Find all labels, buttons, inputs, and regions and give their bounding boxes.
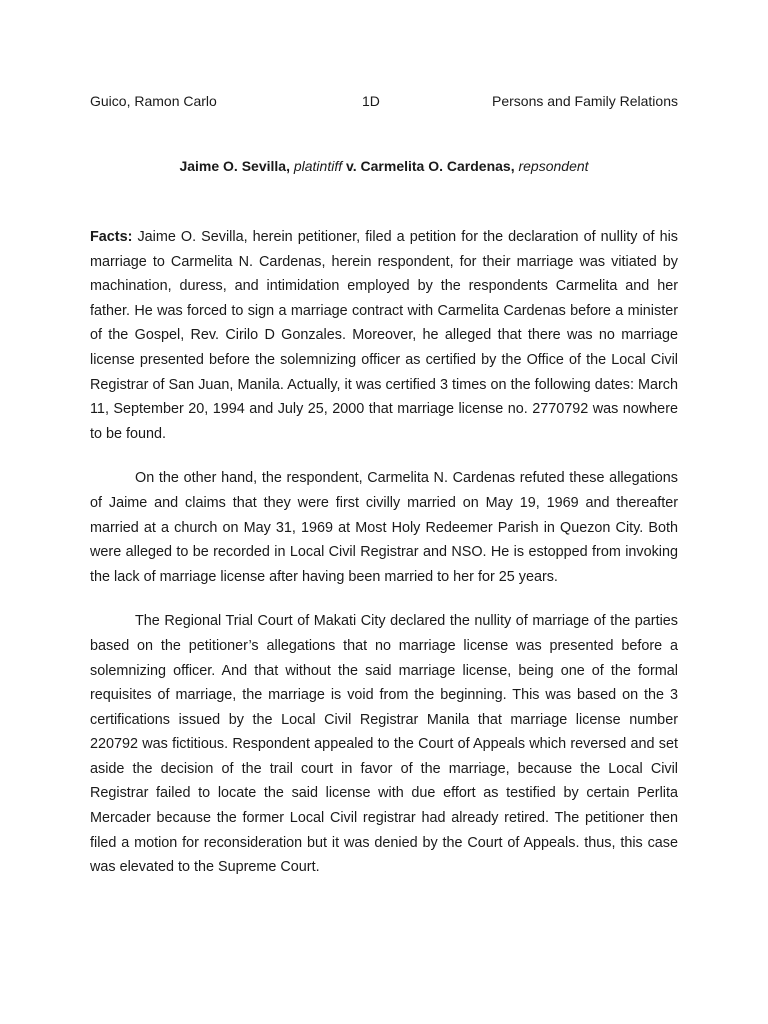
respondent-name: Carmelita O. Cardenas, [360, 158, 515, 174]
facts-label: Facts: [90, 229, 133, 245]
student-name: Guico, Ramon Carlo [90, 93, 217, 109]
petitioner-name: Jaime O. Sevilla, [179, 158, 290, 174]
respondent-role: repsondent [518, 158, 589, 174]
section-label: 1D [362, 93, 380, 109]
versus-label: v. [346, 158, 357, 174]
court-proceedings-paragraph: The Regional Trial Court of Makati City declared the nullity of marriage of the parties based on the petitioner’s allegations that no marriage license was presented before a solemnizing officer. And that without the said marriage license, being one of the formal requisites of marriage, the marriage is void from the beginning. This was based on the 3 certifications issued by the Local Civil Registrar Manila that marriage license number 220792 was fictitious. Respondent appealed to the Court of Appeals which reversed and set aside the decision of the trail court in favor of the marriage, because the Local Civil Registrar failed to locate the said license with due effort as testified by certain Perlita Mercader because the former Local Civil registrar had already retired. The petitioner then filed a motion for reconsideration but it was denied by the Court of Appeals. thus, this case was elevated to the Supreme Court. [90, 613, 678, 876]
respondent-claims-paragraph: On the other hand, the respondent, Carmelita N. Cardenas refuted these allegations of Jaime and claims that they were first civilly married on May 19, 1969 and thereafter married at a church on May 31, 1969 at Most Holy Redeemer Parish in Quezon City. Both were alleged to be recorded in Local Civil Registrar and NSO. He is estopped from invoking the lack of marriage license after having been married to her for 25 years. [90, 470, 678, 585]
facts-text: Jaime O. Sevilla, herein petitioner, filed a petition for the declaration of nullity of his marriage to Carmelita N. Cardenas, herein respondent, for their marriage was vitiated by machination, duress, and intimidation employed by the respondents Carmelita and her father. He was forced to sign a marriage contract with Carmelita Cardenas before a minister of the Gospel, Rev. Cirilo D Gonzales. Moreover, he alleged that there was no marriage license presented before the solemnizing officer as certified by the Office of the Local Civil Registrar of San Juan, Manila. Actually, it was certified 3 times on the following dates: March 11, September 20, 1994 and July 25, 2000 that marriage license no. 2770792 was nowhere to be found. [90, 229, 679, 442]
document-header [90, 91, 678, 111]
petitioner-role: platintiff [293, 158, 343, 174]
case-title [90, 156, 678, 176]
subject-label: Persons and Family Relations [492, 93, 678, 109]
facts-paragraph [90, 225, 678, 446]
document-body [90, 225, 678, 900]
